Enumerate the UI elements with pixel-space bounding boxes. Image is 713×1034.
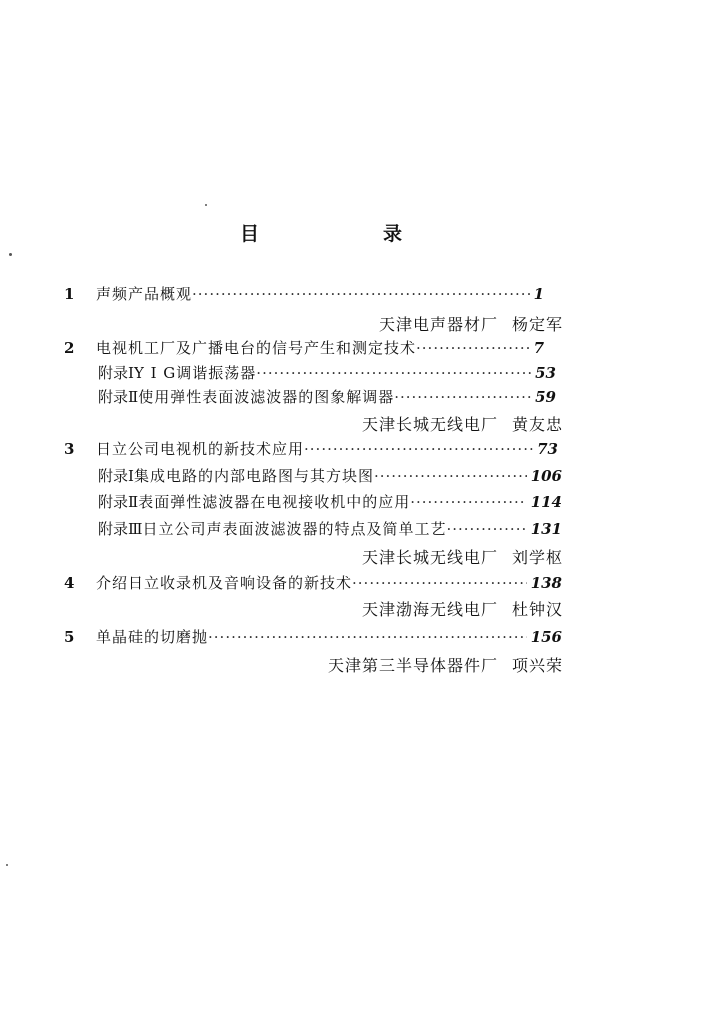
scan-speck: [9, 253, 12, 256]
author-name: 黄友忠: [511, 415, 563, 434]
entry-title: 声频产品概观: [96, 285, 193, 303]
appendix-line[interactable]: [98, 361, 556, 385]
author-name: 杨定军: [511, 315, 563, 334]
entry-number: 3: [64, 440, 75, 458]
appendix-title: 表面弹性滤波器在电视接收机中的应用: [138, 493, 411, 511]
appendix-title: 集成电路的内部电路图与其方块图: [133, 467, 374, 485]
appendix-page-number: 114: [530, 493, 562, 511]
toc-entry: [0, 571, 713, 595]
author-org: 天津长城无线电厂: [361, 415, 498, 434]
appendix-page-number: 131: [530, 520, 562, 538]
leader-dots: [256, 361, 531, 385]
appendix-line[interactable]: [98, 517, 562, 541]
leader-dots: [208, 625, 527, 649]
appendix-page-number: 59: [535, 388, 556, 406]
appendix-page-number: 53: [535, 364, 556, 382]
leader-dots: [446, 517, 526, 541]
leader-dots: [192, 282, 530, 306]
appendix-title: 使用弹性表面波滤波器的图象解调器: [138, 388, 395, 406]
entry-number: 4: [64, 574, 75, 592]
appendix-tag: 附录Ⅰ: [98, 467, 134, 485]
scan-speck: [205, 204, 207, 206]
appendix-entry: [0, 385, 713, 409]
leader-dots: [416, 336, 530, 360]
author-org: 天津渤海无线电厂: [361, 600, 498, 619]
entry-title: 介绍日立收录机及音响设备的新技术: [96, 574, 353, 592]
entry-line[interactable]: [96, 282, 544, 306]
appendix-tag: 附录Ⅲ: [98, 520, 143, 538]
scan-speck: [6, 864, 8, 866]
entry-number: 5: [64, 628, 75, 646]
page-title: [0, 219, 713, 243]
leader-dots: [352, 571, 527, 595]
toc-entry: [0, 625, 713, 649]
entry-page-number: 73: [537, 440, 558, 458]
entry-page-number: 1: [533, 285, 544, 303]
entry-title: 日立公司电视机的新技术应用: [96, 440, 305, 458]
appendix-line[interactable]: [98, 464, 562, 488]
author-name: 项兴荣: [511, 656, 563, 675]
leader-dots: [374, 464, 527, 488]
toc-entry: [0, 336, 713, 360]
page-title-right-char: 录: [383, 223, 403, 245]
appendix-title: 日立公司声表面波滤波器的特点及简单工艺: [142, 520, 447, 538]
entry-author: [328, 653, 563, 676]
appendix-line[interactable]: [98, 490, 562, 514]
entry-page-number: 138: [530, 574, 562, 592]
toc-entry: [0, 437, 713, 461]
appendix-line[interactable]: [98, 385, 556, 409]
entry-page-number: 156: [530, 628, 562, 646]
author-org: 天津第三半导体器件厂: [327, 656, 498, 675]
appendix-entry: [0, 517, 713, 541]
leader-dots: [410, 490, 526, 514]
entry-line[interactable]: [96, 571, 562, 595]
appendix-entry: [0, 361, 713, 385]
entry-title: 电视机工厂及广播电台的信号产生和测定技术: [96, 339, 417, 357]
author-name: 杜钟汉: [511, 600, 563, 619]
entry-page-number: 7: [533, 339, 544, 357]
appendix-tag: 附录Ⅱ: [98, 493, 139, 511]
entry-author: [379, 312, 563, 335]
entry-line[interactable]: [96, 437, 558, 461]
appendix-entry: [0, 490, 713, 514]
leader-dots: [394, 385, 531, 409]
appendix-title: Y I G调谐振荡器: [133, 364, 257, 382]
toc-entry: [0, 282, 713, 306]
appendix-entry: [0, 464, 713, 488]
appendix-tag: 附录Ⅰ: [98, 364, 134, 382]
entry-line[interactable]: [96, 336, 544, 360]
author-org: 天津长城无线电厂: [361, 548, 498, 567]
appendix-page-number: 106: [530, 467, 562, 485]
entry-number: 1: [64, 285, 75, 303]
author-name: 刘学枢: [511, 548, 563, 567]
page-title-left-char: 目: [240, 223, 260, 245]
entry-author: [362, 597, 563, 620]
leader-dots: [304, 437, 533, 461]
entry-author: [362, 412, 563, 435]
entry-author: [362, 545, 563, 568]
entry-line[interactable]: [96, 625, 562, 649]
appendix-tag: 附录Ⅱ: [98, 388, 139, 406]
entry-number: 2: [64, 339, 75, 357]
author-org: 天津电声器材厂: [378, 315, 498, 334]
entry-title: 单晶硅的切磨抛: [96, 628, 209, 646]
